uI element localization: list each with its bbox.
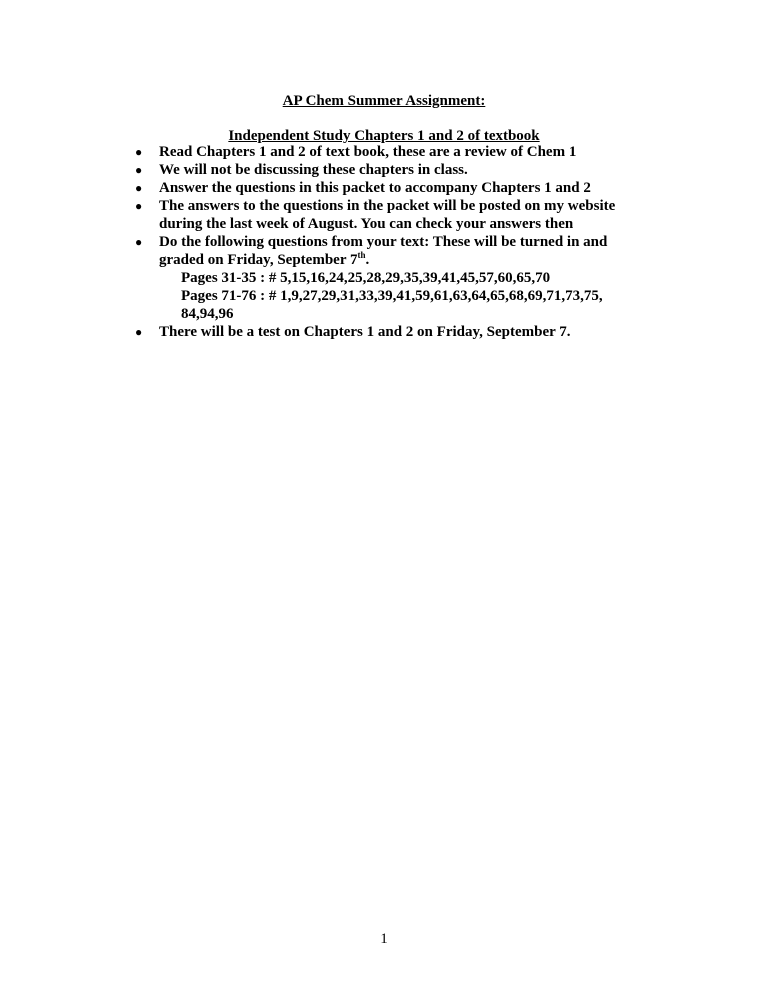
pages-ch2-problems-continued: 84,94,96 (181, 306, 234, 322)
list-item (0, 143, 629, 161)
list-item (0, 197, 629, 233)
due-date-period: . (365, 252, 370, 268)
due-date-text: graded on Friday, September 7 (159, 252, 358, 268)
list-item-text: Read Chapters 1 and 2 of text book, these are a review of Chem 1 (159, 144, 577, 160)
bullet-icon: ● (135, 181, 143, 195)
bullet-icon: ● (135, 235, 143, 249)
bullet-icon: ● (135, 325, 143, 339)
document-title: AP Chem Summer Assignment: (282, 93, 486, 109)
page-number: 1 (380, 931, 388, 947)
ordinal-suffix: th (357, 250, 366, 260)
list-item (0, 179, 629, 197)
list-item-text: Answer the questions in this packet to accompany Chapters 1 and 2 (159, 180, 591, 196)
assignment-list (0, 143, 768, 341)
list-item-text: There will be a test on Chapters 1 and 2 on Friday, September 7. (159, 324, 571, 340)
list-item (0, 323, 629, 341)
list-item (0, 161, 629, 179)
list-item-text: The answers to the questions in the packet will be posted on my website (159, 198, 616, 214)
list-item-text-continued: during the last week of August. You can check your answers then (159, 216, 574, 232)
bullet-icon: ● (135, 145, 143, 159)
document-subtitle: Independent Study Chapters 1 and 2 of textbook (228, 128, 540, 144)
list-item-text: Do the following questions from your text: These will be turned in and (159, 234, 608, 250)
due-date-line (159, 251, 629, 269)
pages-ch2-problems: Pages 71-76 : # 1,9,27,29,31,33,39,41,59,61,63,64,65,68,69,71,73,75, (181, 288, 603, 304)
list-item (0, 233, 629, 323)
list-item-text: We will not be discussing these chapters in class. (159, 162, 468, 178)
bullet-icon: ● (135, 163, 143, 177)
pages-ch1-problems: Pages 31-35 : # 5,15,16,24,25,28,29,35,39,41,45,57,60,65,70 (181, 270, 551, 286)
bullet-icon: ● (135, 199, 143, 213)
